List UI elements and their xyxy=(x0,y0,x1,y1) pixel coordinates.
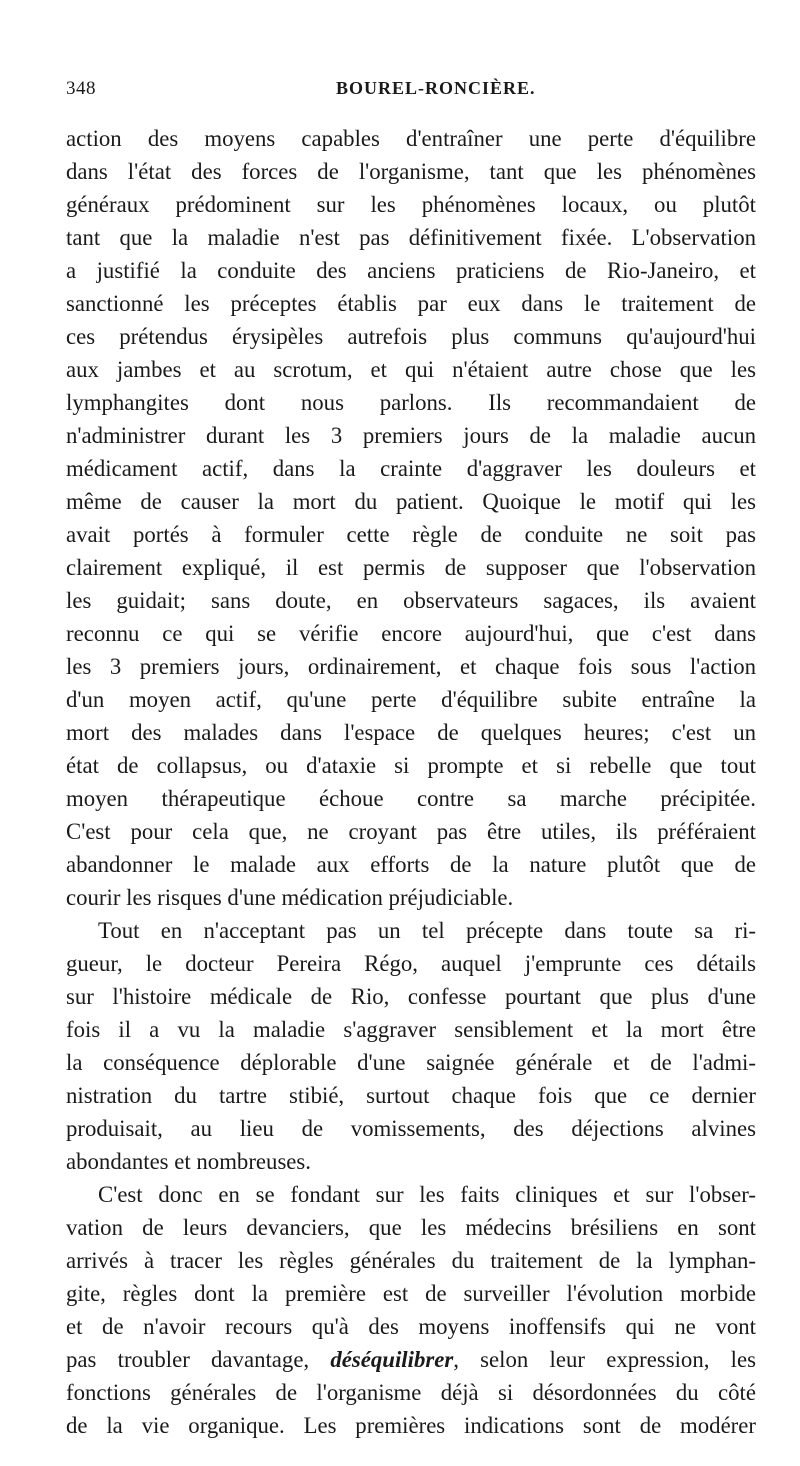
text-line: les 3 premiers jours, ordinairement, et chaque fois sous l'action xyxy=(66,654,756,679)
text-fragment: , selon leur expression, les xyxy=(453,1347,756,1372)
text-line: mort des malades dans l'espace de quelques heures; c'est un xyxy=(66,720,756,745)
text-line: sanctionné les préceptes établis par eux dans le traitement de xyxy=(66,291,756,316)
text-line: n'administrer durant les 3 premiers jours de la maladie aucun xyxy=(66,423,756,448)
text-line: les guidait; sans doute, en observateurs sagaces, ils avaient xyxy=(66,588,756,613)
text-line: état de collapsus, ou d'ataxie si prompte et si rebelle que tout xyxy=(66,753,756,778)
text-line: Tout en n'acceptant pas un tel précepte dans toute sa ri- xyxy=(98,918,756,943)
text-line: et de n'avoir recours qu'à des moyens inoffensifs qui ne vont xyxy=(66,1314,756,1339)
text-line: abandonner le malade aux efforts de la nature plutôt que de xyxy=(66,852,756,877)
text-line: clairement expliqué, il est permis de supposer que l'observation xyxy=(66,555,756,580)
text-line: C'est donc en se fondant sur les faits cliniques et sur l'obser- xyxy=(98,1182,756,1207)
text-line: d'un moyen actif, qu'une perte d'équilibre subite entraîne la xyxy=(66,687,756,712)
running-head: BOUREL-RONCIÈRE. xyxy=(336,78,536,98)
text-line: sur l'histoire médicale de Rio, confesse pourtant que plus d'une xyxy=(66,984,756,1009)
text-line-with-emphasis xyxy=(66,1343,756,1376)
text-line: de la vie organique. Les premières indications sont de modérer xyxy=(66,1413,756,1438)
page-header xyxy=(66,78,756,108)
text-line: reconnu ce qui se vérifie encore aujourd'hui, que c'est dans xyxy=(66,621,756,646)
text-line: a justifié la conduite des anciens praticiens de Rio-Janeiro, et xyxy=(66,258,756,283)
text-line: abondantes et nombreuses. xyxy=(66,1149,311,1174)
text-line: courir les risques d'une médication préjudiciable. xyxy=(66,885,514,910)
text-line: ces prétendus érysipèles autrefois plus communs qu'aujourd'hui xyxy=(66,324,756,349)
text-line: la conséquence déplorable d'une saignée générale et de l'admi- xyxy=(66,1050,756,1075)
text-line: produisait, au lieu de vomissements, des déjections alvines xyxy=(66,1116,756,1141)
page-number: 348 xyxy=(66,78,96,99)
text-line: moyen thérapeutique échoue contre sa marche précipitée. xyxy=(66,786,756,811)
text-line: arrivés à tracer les règles générales du traitement de la lymphan- xyxy=(66,1248,756,1273)
text-line: même de causer la mort du patient. Quoique le motif qui les xyxy=(66,489,756,514)
body-text xyxy=(66,122,756,1442)
text-line: dans l'état des forces de l'organisme, tant que les phénomènes xyxy=(66,159,756,184)
text-line: tant que la maladie n'est pas définitivement fixée. L'observation xyxy=(66,225,756,250)
text-line: fois il a vu la maladie s'aggraver sensiblement et la mort être xyxy=(66,1017,756,1042)
text-line: gite, règles dont la première est de surveiller l'évolution morbide xyxy=(66,1281,756,1306)
text-line: gueur, le docteur Pereira Régo, auquel j'emprunte ces détails xyxy=(66,951,756,976)
text-line: médicament actif, dans la crainte d'aggraver les douleurs et xyxy=(66,456,756,481)
text-line: nistration du tartre stibié, surtout chaque fois que ce dernier xyxy=(66,1083,756,1108)
text-line: aux jambes et au scrotum, et qui n'étaient autre chose que les xyxy=(66,357,756,382)
text-line: fonctions générales de l'organisme déjà si désordonnées du côté xyxy=(66,1380,756,1405)
text-fragment: pas troubler davantage, xyxy=(66,1347,331,1372)
text-line: lymphangites dont nous parlons. Ils recommandaient de xyxy=(66,390,756,415)
text-line: C'est pour cela que, ne croyant pas être utiles, ils préféraient xyxy=(66,819,756,844)
text-line: action des moyens capables d'entraîner une perte d'équilibre xyxy=(66,126,756,151)
emphasized-word: déséquilibrer xyxy=(330,1347,454,1372)
text-line: avait portés à formuler cette règle de conduite ne soit pas xyxy=(66,522,756,547)
text-line: généraux prédominent sur les phénomènes locaux, ou plutôt xyxy=(66,192,756,217)
text-line: vation de leurs devanciers, que les médecins brésiliens en sont xyxy=(66,1215,756,1240)
